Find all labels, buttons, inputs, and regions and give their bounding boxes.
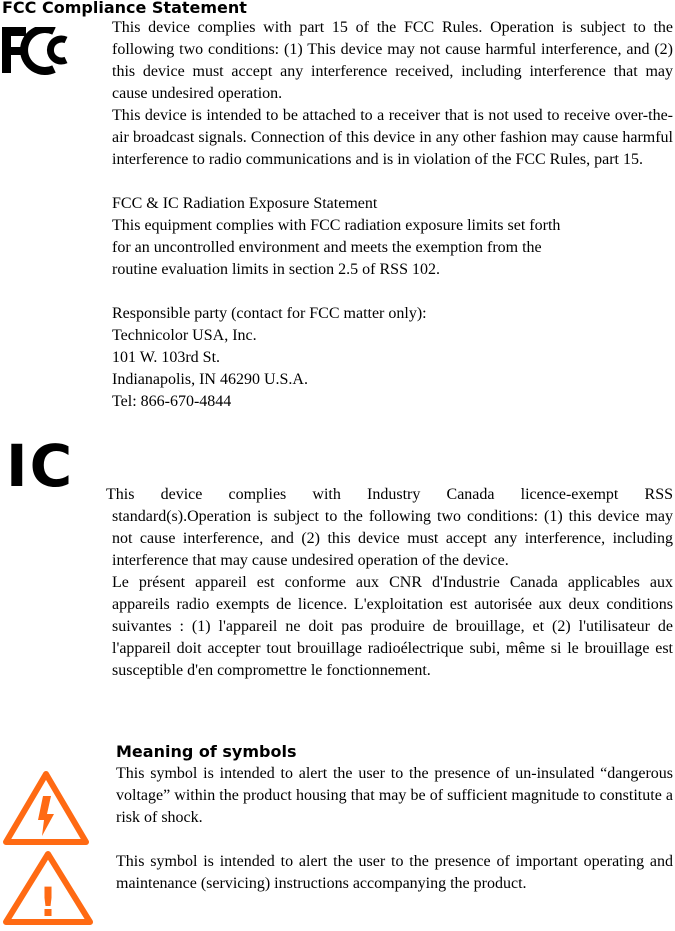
svg-text:!: ! — [38, 880, 58, 926]
fcc-logo — [2, 27, 72, 75]
radiation-heading: FCC & IC Radiation Exposure Statement — [112, 195, 378, 212]
fcc-paragraph-2: This device is intended to be attached to a receiver that is not used to receive over-the-air broadcast signals. Connection of this device in any other fashion may cause harmful interference to radio communications and is in violation of the FCC Rules, part 15. — [112, 107, 673, 168]
responsible-party-heading: Responsible party (contact for FCC matter only): — [112, 305, 427, 322]
fcc-section — [112, 17, 673, 413]
radiation-line-2: for an uncontrolled environment and meets the exemption from the — [112, 239, 542, 256]
symbols-heading: Meaning of symbols — [116, 742, 297, 761]
ic-section-first-line — [106, 484, 673, 506]
fcc-paragraph-1: This device complies with part 15 of the FCC Rules. Operation is subject to the following two conditions: (1) This device may not cause harmful interference, and (2) this device must accept any interference received, including interference that may cause undesired operation. — [112, 19, 673, 102]
radiation-line-3: routine evaluation limits in section 2.5 of RSS 102. — [112, 261, 440, 278]
voltage-symbol-description: This symbol is intended to alert the user to the presence of un-insulated “dangerous voltage” within the product housing that may be of sufficient magnitude to constitute a risk of shock. — [116, 765, 673, 826]
city-address: Indianapolis, IN 46290 U.S.A. — [112, 371, 308, 388]
telephone: Tel: 866-670-4844 — [112, 393, 232, 410]
street-address: 101 W. 103rd St. — [112, 349, 221, 366]
exclamation-warning-icon — [2, 850, 94, 926]
ic-logo: IC — [6, 432, 75, 500]
ic-french: Le présent appareil est conforme aux CNR d'Industrie Canada applicables aux appareils radio exempts de licence. L'exploitation est autorisée aux deux conditions suivantes : (1) l'appareil ne doit pas produire de brouillage, et (2) l'utilisateur de l'appareil doit accepter tout brouillage radioélectrique subi, même si le brouillage est susceptible d'en compromettre le fonctionnement. — [112, 574, 673, 679]
ic-english-line-1: This device complies with Industry Canada licence-exempt RSS — [106, 486, 673, 503]
lightning-warning-icon — [2, 770, 90, 846]
radiation-line-1: This equipment complies with FCC radiation exposure limits set forth — [112, 217, 561, 234]
ic-section — [112, 506, 673, 682]
company-name: Technicolor USA, Inc. — [112, 327, 257, 344]
caution-symbol-description: This symbol is intended to alert the user to the presence of important operating and maintenance (servicing) instructions accompanying the product. — [116, 853, 673, 892]
ic-english-rest: standard(s).Operation is subject to the following two conditions: (1) this device may not cause interference, and (2) this device must accept any interference, including interference that may cause undesired operation of the device. — [112, 508, 673, 569]
page-title: FCC Compliance Statement — [2, 0, 247, 17]
